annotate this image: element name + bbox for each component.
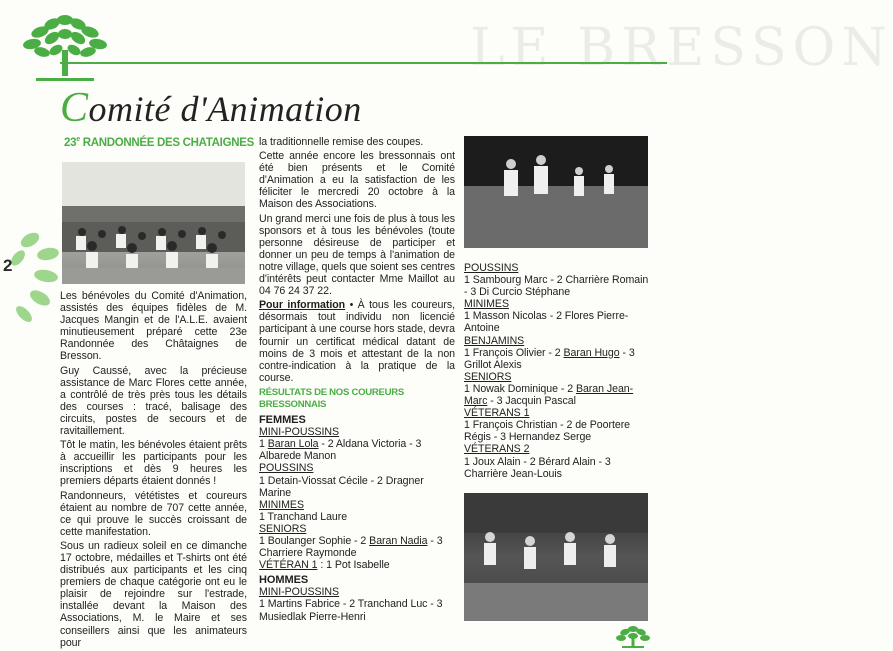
paragraph: Guy Caussé, avec la précieuse assistance de Marc Flores cette année, a contrôlé de très près tous les détails des courses : tracé, balisage des circuits, postes de secours et de ravitaillement. [60,364,247,438]
category-label: VÉTERANS 2 [464,443,530,456]
paragraph: Les bénévoles du Comité d'Animation, assistés des équipes fidèles de M. Jacques Mangin et de l'A.L.E. avaient minutieusement préparé cette 23e Randonnée des Châtaignes de Bresson. [60,290,247,363]
title-initial: C [60,85,89,131]
subhead-text: RANDONNÉE DES CHATAIGNES [79,136,254,149]
subhead-number: 23 [64,136,77,149]
paragraph: Cette année encore les bressonnais ont été bien présents et le Comité d'Animation a eu la satisfaction de les féliciter le mercredi 20 octobre à la Maison des Associations. [259,150,455,211]
results-heading: RÉSULTATS DE NOS COUREURS BRESSONNAIS [259,386,404,410]
result-text: 1 François Olivier - 2 [464,346,564,359]
header-rule [60,62,667,64]
category-label: VÉTÉRAN 1 [259,559,318,572]
category-label: POUSSINS [259,462,314,475]
result-text: - 3 Charriere Raymonde [259,535,443,560]
result-line [259,535,455,559]
runners-photo [464,136,648,248]
info-paragraph [259,299,455,384]
result-line: 1 Joux Alain - 2 Bérard Alain - 3 Charrière Jean-Louis [464,455,611,480]
tree-logo-icon [22,10,108,86]
children-race-photo [464,493,648,621]
category-label: SENIORS [464,370,512,383]
article-column-1 [60,290,247,651]
result-text: 1 Boulanger Sophie - 2 [259,535,370,547]
result-text: 1 Nowak Dominique - 2 [464,382,576,395]
subhead-sup: e [76,136,80,143]
category-label: MINIMES [464,298,509,311]
paragraph: la traditionnelle remise des coupes. [259,136,424,148]
category-label: MINI-POUSSINS [259,426,339,439]
result-text: - 3 Jacquin Pascal [487,395,576,408]
section-hommes: HOMMES [259,574,309,587]
article-column-3 [464,262,654,480]
result-line: 1 Tranchand Laure [259,510,348,523]
paragraph: Tôt le matin, les bénévoles étaient prêts à accueillir les participants pour les inscriptions et dès 9 heures les premiers départs étaient donnés ! [60,439,247,488]
small-tree-icon [616,623,650,649]
category-label: BENJAMINS [464,334,525,347]
paragraph: Randonneurs, vététistes et coureurs étaient au nombre de 707 cette année, ce qui prouve le succès croissant de cette manifestation. [60,489,247,538]
result-text: 1 [259,438,268,451]
page-title [60,84,362,132]
result-line [464,383,654,407]
result-line [259,438,455,462]
result-name-underlined: Baran Nadia [369,535,428,547]
section-femmes: FEMMES [259,414,306,427]
result-name-underlined: Baran Hugo [563,346,620,359]
result-line: 1 François Christian - 2 de Poortere Régis - 3 Hernandez Serge [464,419,631,444]
result-line: 1 Martins Fabrice - 2 Tranchand Luc - 3 Musiedlak Pierre-Henri [259,598,443,623]
result-line: 1 Detain-Viossat Cécile - 2 Dragner Marine [259,474,424,499]
result-name-underlined: Baran Jean-Marc [464,382,634,408]
result-text: : 1 Pot Isabelle [317,559,390,572]
info-text: • À tous les coureurs, désormais tout individu non licencié participant à une course hors stade, devra fournir un certificat médical datant de moins de 3 mois et attestant de la non contre-indication à la pratique de la course. [259,299,455,384]
result-text: - 3 Grillot Alexis [464,346,635,371]
article-subhead [64,136,254,149]
result-line [259,559,455,571]
category-label: MINIMES [259,498,304,511]
result-text: - 2 Aldana Victoria - 3 Albarede Manon [259,438,422,463]
leaf-cluster-icon [0,228,64,332]
info-label: Pour information [259,299,346,312]
result-line: 1 Masson Nicolas - 2 Flores Pierre-Antoine [464,310,629,335]
paragraph: Sous un radieux soleil en ce dimanche 17 octobre, médailles et T-shirts ont été distribués aux participants et les cinq premiers de chaque catégorie ont eu le plaisir de rejoindre sur l'estrade, installée devant la Maison des Associations, M. le Maire et ses conseillers ainsi que les animateurs pour [60,539,247,649]
result-line [464,347,654,371]
article-column-2 [259,136,455,623]
race-start-photo [62,162,245,284]
category-label: POUSSINS [464,262,519,274]
result-line: 1 Sambourg Marc - 2 Charrière Romain - 3 Di Curcio Stéphane [464,274,649,299]
category-label: MINI-POUSSINS [259,586,339,599]
category-label: SENIORS [259,522,307,535]
category-label: VÉTERANS 1 [464,407,530,420]
page-number: 2 [3,256,13,275]
background-watermark: LE BRESSON [470,18,893,78]
title-rest: omité d'Animation [88,89,362,129]
result-name-underlined: Baran Lola [267,438,319,451]
paragraph: Un grand merci une fois de plus à tous les sponsors et à tous les bénévoles (toute personne désireuse de participer et donner un peu de temps à l'animation de notre village, quels que soient ses centres d'intérêts peut contacter Mme Maillot au 04 76 24 37 22. [259,212,455,298]
